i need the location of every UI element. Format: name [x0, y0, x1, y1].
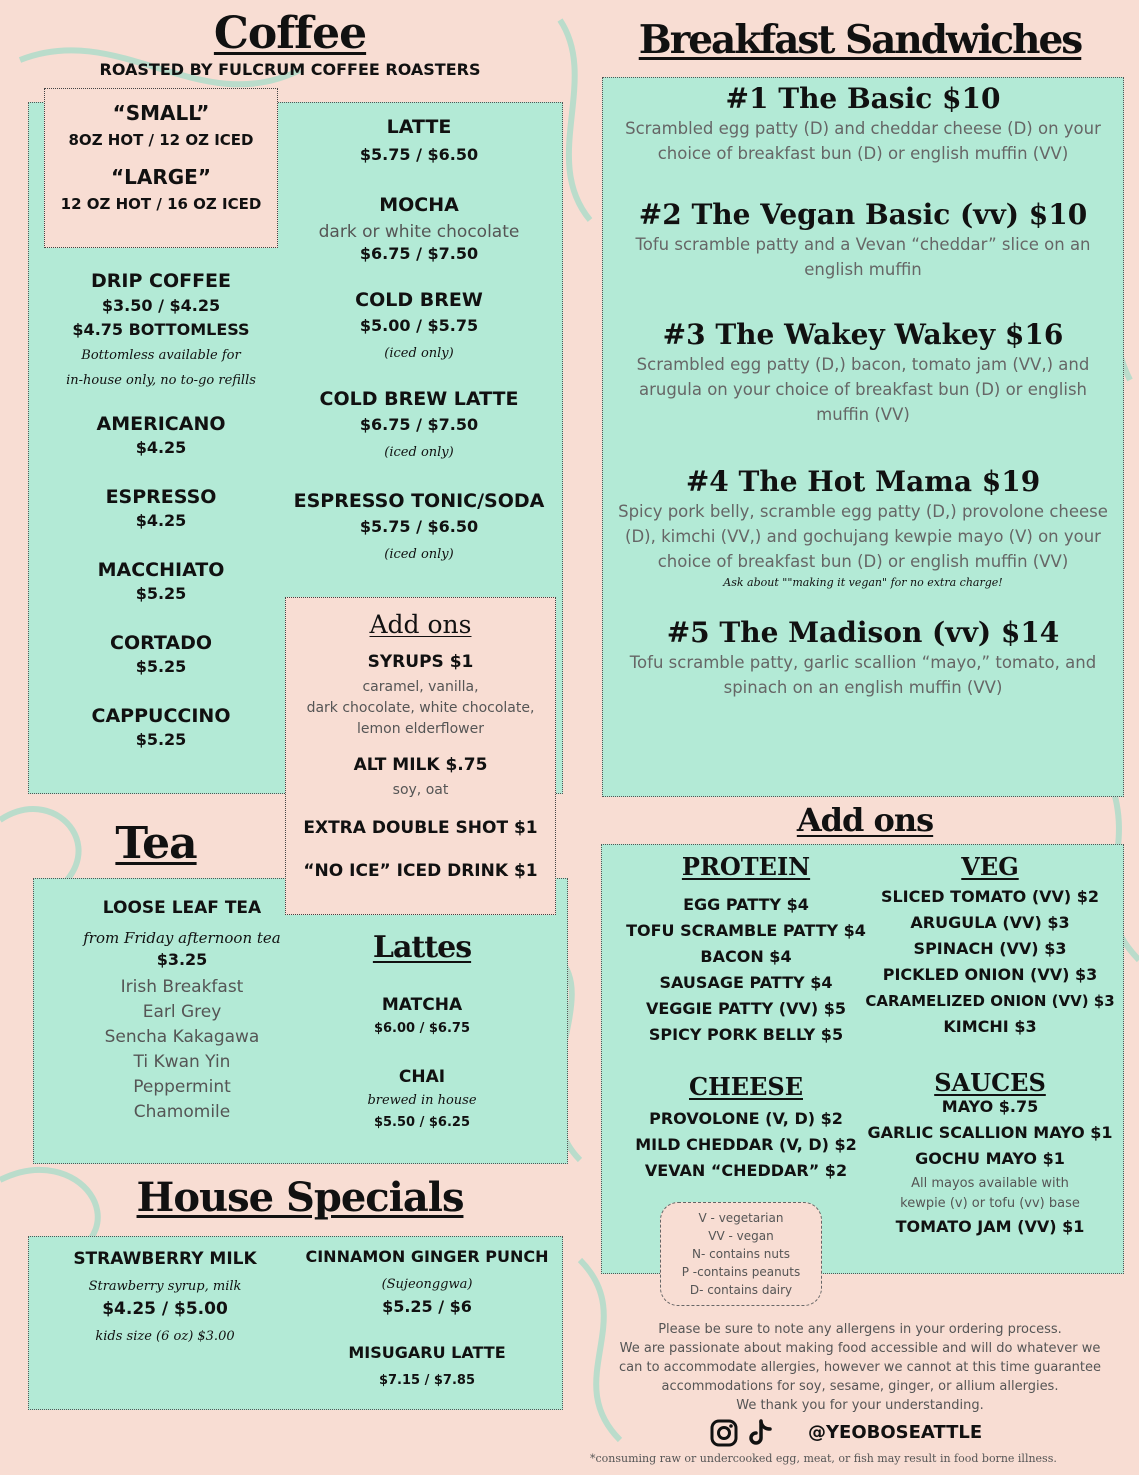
legend-item: D- contains dairy	[689, 1283, 793, 1297]
chai-note: brewed in house	[367, 1093, 477, 1108]
punch-name: CINNAMON GINGER PUNCH	[305, 1247, 549, 1266]
addon-alt-milk-desc: soy, oat	[392, 782, 449, 798]
allergen-line: can to accommodate allergies, however we cannot at this time guarantee	[619, 1360, 1101, 1375]
sandwich-desc: Scrambled egg patty (D,) bacon, tomato jam (VV,) and arugula on your choice of breakfast bun (D) or english muffin (VV)	[636, 355, 1090, 424]
menu-item-note: (iced only)	[384, 346, 454, 361]
sandwich-item	[612, 198, 1114, 282]
tea-left-column	[46, 895, 318, 1125]
menu-item-note: (iced only)	[384, 547, 454, 562]
sauces-title: SAUCES	[934, 1068, 1046, 1097]
veg-item: SPINACH (VV) $3	[913, 939, 1067, 958]
coffee-addons-box	[285, 597, 556, 915]
sandwich-desc: Spicy pork belly, scramble egg patty (D,) provolone cheese (D), kimchi (VV,) and gochujang kewpie mayo (V) on your choice of breakfast bun (D) or english muffin (VV)	[618, 502, 1108, 571]
loose-leaf-tea: LOOSE LEAF TEA	[102, 898, 262, 918]
menu-item-name: LATTE	[386, 116, 452, 138]
menu-item-note: (iced only)	[384, 445, 454, 460]
tea-variety: Irish Breakfast	[120, 977, 244, 997]
menu-item-name: MACCHIATO	[97, 559, 225, 581]
misugaru-price: $7.15 / $7.85	[378, 1373, 476, 1388]
sandwiches-title: Breakfast Sandwiches	[638, 17, 1082, 63]
coffee-title: Coffee	[213, 8, 367, 59]
coffee-addons-title: Add ons	[369, 610, 472, 639]
menu-item-price: $4.25	[135, 511, 187, 530]
house-right-column	[296, 1244, 558, 1392]
protein-item: EGG PATTY $4	[683, 895, 809, 914]
tea-title: Tea	[115, 818, 197, 869]
sandwich-title: #1 The Basic $10	[725, 82, 1001, 115]
allergen-legend	[660, 1202, 822, 1306]
sandwich-item	[612, 616, 1114, 700]
addon-alt-milk: ALT MILK $.75	[353, 755, 488, 775]
veg-column	[862, 850, 1118, 1240]
tea-price: $3.25	[156, 950, 208, 969]
addon-no-ice: “NO ICE” ICED DRINK $1	[303, 861, 538, 881]
protein-item: SPICY PORK BELLY $5	[648, 1025, 844, 1044]
matcha-name: MATCHA	[381, 995, 463, 1015]
allergen-line: accommodations for soy, sesame, ginger, or allium allergies.	[661, 1379, 1059, 1394]
misugaru-name: MISUGARU LATTE	[348, 1343, 506, 1362]
menu-item-price: $3.50 / $4.25	[101, 296, 221, 315]
strawberry-milk-note: Strawberry syrup, milk	[88, 1279, 242, 1294]
menu-item-price: $6.75 / $7.50	[359, 244, 479, 263]
menu-item-name: ESPRESSO	[105, 486, 217, 508]
menu-item-name: MOCHA	[379, 194, 459, 216]
menu-item-name: CORTADO	[110, 632, 212, 654]
coffee-left-column	[40, 268, 282, 751]
chai-price: $5.50 / $6.25	[373, 1115, 471, 1130]
sandwich-desc: Tofu scramble patty, garlic scallion “mayo,” tomato, and spinach on an english muffin (VV)	[629, 653, 1097, 697]
addon-extra-shot: EXTRA DOUBLE SHOT $1	[303, 818, 538, 838]
cheese-item: MILD CHEDDAR (V, D) $2	[635, 1135, 857, 1154]
veg-item: KIMCHI $3	[943, 1017, 1037, 1036]
sandwich-item	[612, 318, 1114, 427]
menu-item-note: in-house only, no to-go refills	[66, 373, 256, 388]
coffee-subtitle: ROASTED BY FULCRUM COFFEE ROASTERS	[99, 60, 481, 79]
cheese-title: CHEESE	[689, 1072, 803, 1101]
tea-variety: Chamomile	[133, 1102, 231, 1122]
addon-syrups-desc: lemon elderflower	[357, 721, 484, 737]
sandwich-title: #4 The Hot Mama $19	[685, 465, 1041, 498]
tea-variety: Ti Kwan Yin	[133, 1052, 231, 1072]
strawberry-milk-price: $4.25 / $5.00	[102, 1299, 228, 1319]
tea-variety: Peppermint	[133, 1077, 231, 1097]
menu-item-price: $5.00 / $5.75	[359, 316, 479, 335]
allergen-line: We are passionate about making food accessible and will do whatever we	[619, 1341, 1101, 1356]
chai-name: CHAI	[398, 1067, 446, 1087]
instagram-icon[interactable]	[710, 1419, 738, 1447]
addon-syrups-desc: caramel, vanilla,	[362, 679, 479, 695]
menu-item-price: $5.75 / $6.50	[359, 145, 479, 164]
house-left-column	[40, 1246, 290, 1348]
coffee-right-column	[288, 114, 550, 566]
allergen-line: We thank you for your understanding.	[736, 1398, 984, 1413]
menu-item-desc: dark or white chocolate	[318, 222, 520, 242]
large-label: “LARGE”	[111, 165, 211, 189]
menu-item-name: DRIP COFFEE	[90, 270, 232, 292]
menu-item-price: $5.75 / $6.50	[359, 517, 479, 536]
menu-item-name: COLD BREW	[355, 289, 483, 311]
menu-item-name: ESPRESSO TONIC/SODA	[293, 490, 545, 512]
allergen-line: Please be sure to note any allergens in your ordering process.	[658, 1322, 1062, 1337]
allergen-notice	[580, 1320, 1139, 1415]
sandwich-title: #5 The Madison (vv) $14	[666, 616, 1060, 649]
menu-item-note: Bottomless available for	[81, 348, 241, 363]
punch-note: (Sujeonggwa)	[381, 1277, 473, 1292]
sandwich-note: Ask about ""making it vegan" for no extra charge!	[723, 576, 1003, 589]
legend-item: V - vegetarian	[698, 1211, 784, 1225]
sandwich-list	[612, 82, 1114, 700]
addon-syrups: SYRUPS $1	[367, 652, 474, 672]
protein-item: BACON $4	[700, 947, 792, 966]
menu-item-price: $4.25	[135, 438, 187, 457]
protein-title: PROTEIN	[681, 852, 811, 881]
veg-item: SLICED TOMATO (VV) $2	[880, 887, 1100, 906]
small-label: “SMALL”	[112, 101, 210, 125]
menu-item-name: CAPPUCCINO	[91, 705, 231, 727]
protein-item: TOFU SCRAMBLE PATTY $4	[626, 921, 866, 940]
menu-item-price: $5.25	[135, 584, 187, 603]
matcha-price: $6.00 / $6.75	[373, 1021, 471, 1036]
menu-item-name: AMERICANO	[96, 413, 226, 435]
house-specials-title: House Specials	[136, 1174, 464, 1221]
lattes-column	[322, 928, 522, 1134]
legend-item: N- contains nuts	[692, 1247, 790, 1261]
tea-from: from Friday afternoon tea	[83, 929, 281, 947]
menu-item-name: COLD BREW LATTE	[319, 388, 519, 410]
social-handle[interactable]: @YEOBOSEATTLE	[808, 1422, 983, 1443]
cheese-item: PROVOLONE (V, D) $2	[649, 1109, 843, 1128]
strawberry-milk-kids: kids size (6 oz) $3.00	[95, 1329, 235, 1344]
addon-syrups-desc: dark chocolate, white chocolate,	[306, 700, 535, 716]
mayo-note: kewpie (v) or tofu (vv) base	[900, 1196, 1080, 1211]
size-box	[44, 88, 278, 248]
sandwich-title: #3 The Wakey Wakey $16	[662, 318, 1064, 351]
veg-item: CARAMELIZED ONION (VV) $3	[865, 992, 1115, 1010]
tea-variety: Sencha Kakagawa	[104, 1027, 260, 1047]
menu-item-price: $6.75 / $7.50	[359, 415, 479, 434]
punch-price: $5.25 / $6	[382, 1297, 472, 1316]
food-disclaimer: *consuming raw or undercooked egg, meat, or fish may result in food borne illness.	[590, 1452, 1057, 1465]
menu-item-extra: $4.75 BOTTOMLESS	[72, 320, 250, 339]
mayo-note: All mayos available with	[911, 1176, 1069, 1191]
cheese-item: VEVAN “CHEDDAR” $2	[644, 1161, 848, 1180]
veg-item: PICKLED ONION (VV) $3	[882, 965, 1098, 984]
veg-title: VEG	[961, 852, 1019, 881]
small-desc: 8OZ HOT / 12 OZ ICED	[68, 131, 254, 149]
protein-item: VEGGIE PATTY (VV) $5	[645, 999, 846, 1018]
large-desc: 12 OZ HOT / 16 OZ ICED	[60, 195, 262, 213]
veg-item: ARUGULA (VV) $3	[910, 913, 1070, 932]
sandwich-desc: Tofu scramble patty and a Vevan “cheddar” slice on an english muffin	[635, 235, 1091, 279]
tiktok-icon[interactable]	[748, 1419, 774, 1447]
sandwich-item	[612, 82, 1114, 166]
sauce-item: TOMATO JAM (VV) $1	[895, 1217, 1085, 1236]
menu-item-price: $5.25	[135, 657, 187, 676]
addons-title: Add ons	[796, 801, 934, 839]
lattes-title: Lattes	[372, 930, 472, 965]
sandwich-item	[612, 465, 1114, 592]
sauce-item: GARLIC SCALLION MAYO $1	[867, 1123, 1113, 1142]
sandwich-title: #2 The Vegan Basic (vv) $10	[638, 198, 1088, 231]
legend-item: P -contains peanuts	[681, 1265, 801, 1279]
protein-column	[612, 850, 880, 1184]
social-row	[710, 1417, 1010, 1449]
sauce-item: MAYO $.75	[941, 1097, 1039, 1116]
sauce-item: GOCHU MAYO $1	[915, 1149, 1065, 1168]
legend-item: VV - vegan	[708, 1229, 774, 1243]
protein-item: SAUSAGE PATTY $4	[659, 973, 833, 992]
sandwich-desc: Scrambled egg patty (D) and cheddar cheese (D) on your choice of breakfast bun (D) or english muffin (VV)	[625, 119, 1101, 163]
strawberry-milk-name: STRAWBERRY MILK	[73, 1249, 257, 1269]
menu-item-price: $5.25	[135, 730, 187, 749]
tea-variety: Earl Grey	[142, 1002, 222, 1022]
